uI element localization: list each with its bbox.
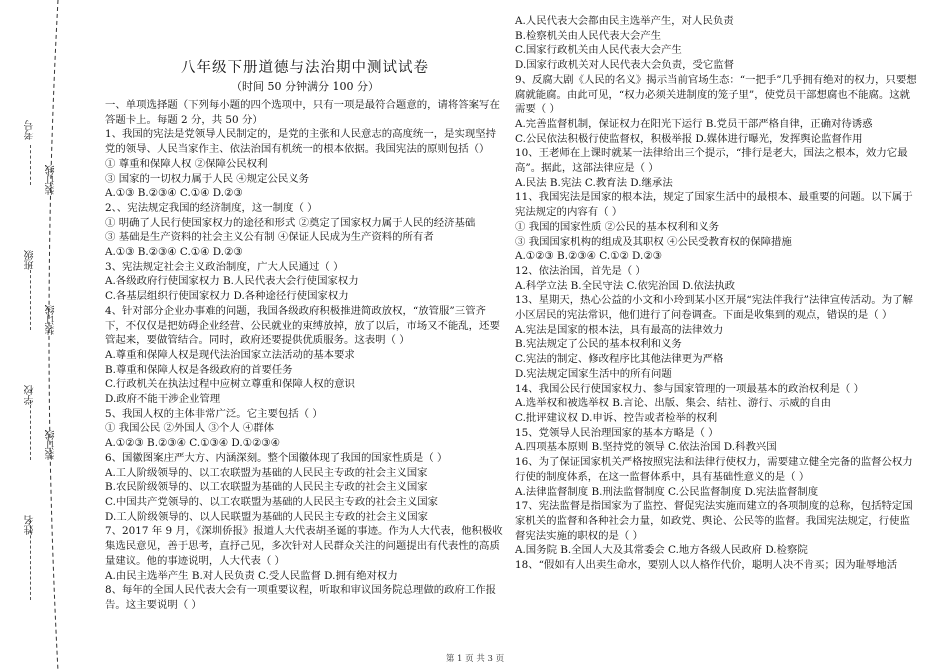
left-column [105, 0, 505, 613]
question-line: ① 我国公民 ②外国人 ③个人 ④群体 [105, 422, 275, 435]
question-line: D.政府不能干涉企业管理 [105, 393, 221, 406]
school-label: 学校 [25, 385, 36, 405]
question-line: ③ 基础是生产资料的社会主义公有制 ④保证人民成为生产资料的所有者 [105, 231, 434, 244]
class-underline [30, 270, 31, 330]
question-line: A.科学立法 B.全民守法 C.依宪治国 D.依法执政 [515, 279, 736, 292]
question-line: 3、宪法规定社会主义政治制度，广大人民通过（ ） [105, 260, 344, 273]
question-line: A.选举权和被选举权 B.言论、出版、集会、结社、游行、示威的自由 [515, 397, 831, 410]
question-line: B.尊重和保障人权是各级政府的首要任务 [105, 363, 293, 376]
binding-margin [0, 0, 100, 671]
question-line: 12、依法治国，首先是（ ） [515, 264, 646, 277]
question-line: 13、星期天，热心公益的小文和小玲到某小区开展“宪法伴我行”法律宣传活动。为了解小区居民的宪法常识，他们进行了问卷调查。下面是收集到的观点，错误的是（ ） [515, 294, 913, 322]
question-line: ① 明确了人民行使国家权力的途径和形式 ②奠定了国家权力属于人民的经济基础 [105, 216, 476, 229]
question-line: C.行政机关在执法过程中应树立尊重和保障人权的意识 [105, 378, 355, 391]
question-line: A.法律监督制度 B.刑法监督制度 C.公民监督制度 D.宪法监督制度 [515, 485, 819, 498]
question-line: 15、党领导人民治理国家的基本方略是（ ） [515, 426, 719, 439]
question-line: 14、我国公民行使国家权力、参与国家管理的一项最基本的政治权利是（ ） [515, 382, 865, 395]
question-line: A.民法 B.宪法 C.教育法 D.继承法 [515, 176, 673, 189]
question-line: ③ 国家的一切权力属于人民 ④规定公民义务 [105, 172, 310, 185]
name-label: 姓名 [25, 515, 36, 535]
exam-no-label: 考号 [25, 120, 36, 140]
question-line: C.公民依法积极行使监督权，积极举报 D.媒体进行曝光，发挥舆论监督作用 [515, 132, 863, 145]
question-line: A.①③ B.②③④ C.①④ D.②③ [105, 246, 243, 259]
question-line: 5、我国人权的主体非常广泛。它主要包括（ ） [105, 407, 323, 420]
question-line: A.国务院 B.全国人大及其常委会 C.地方各级人民政府 D.检察院 [515, 544, 808, 557]
question-line: 9、反腐大剧《人民的名义》揭示当前官场生态：“一把手”几乎拥有绝对的权力，只要想腐就能腐。由此可见，“权力必须关进制度的笼子里”，使党员干部想腐也不能腐。这就需要（ ） [515, 73, 917, 116]
question-line: C.各基层组织行使国家权力 D.各种途径行使国家权力 [105, 290, 349, 303]
question-line: 1、我国的宪法是党领导人民制定的，是党的主张和人民意志的高度统一，是实现坚持党的领导、人民当家作主、依法治国有机统一的根本依据。我国宪法的原则包括（） [105, 128, 497, 156]
question-line: A.四项基本原则 B.坚持党的领导 C.依法治国 D.科教兴国 [515, 441, 777, 454]
question-line: 2、、宪法规定我国的经济制度，这一制度（ ） [105, 201, 318, 214]
seal-line-label-2: 装订线 [46, 305, 57, 335]
question-line: 11、我国宪法是国家的根本法，规定了国家生活中的最根本、最重要的问题。以下属于宪法规定的内容有（ ） [515, 191, 913, 219]
question-line: A.人民代表大会都由民主选举产生，对人民负责 [515, 15, 734, 27]
question-line: B.宪法规定了公民的基本权利和义务 [515, 338, 682, 351]
question-line: A.①②③ B.②③④ C.①② D.②③ [515, 250, 662, 263]
question-line: A.①②③ B.②③④ C.①③④ D.①②③④ [105, 437, 280, 450]
question-line: 18、“假如有人出卖生命水，要别人以人格作代价，聪明人决不肯买；因为耻辱地活 [515, 559, 898, 572]
question-line: B.检察机关由人民代表大会产生 [515, 29, 662, 42]
question-line: C.宪法的制定、修改程序比其他法律更为严格 [515, 353, 724, 366]
question-line: A.宪法是国家的根本法，具有最高的法律效力 [515, 323, 724, 336]
right-column [515, 14, 920, 573]
question-line: ① 尊重和保障人权 ②保障公民权利 [105, 157, 268, 170]
exam-subtitle: （时间 50 分钟满分 100 分） [231, 80, 379, 93]
seal-line-label-3: 装订线 [46, 430, 57, 460]
question-line: ① 我国的国家性质 ②公民的基本权利和义务 [515, 220, 720, 233]
question-line: A.①③ B.②③④ C.①④ D.②③ [105, 187, 243, 200]
question-line: D.国家行政机关对人民代表大会负责，受它监督 [515, 59, 735, 72]
question-line: B.农民阶级领导的、以工农联盟为基础的人民民主专政的社会主义国家 [105, 481, 428, 494]
question-line: 7、2017 年 9 月，《深圳侨报》报道人大代表胡圣诞的事迹。作为人大代表，他积极收集选民意见，善于思考，直抒己见，多次针对人民群众关注的问题提出有代表性的高质量建议。他的事迹说明，人大代表（ ） [105, 525, 503, 567]
question-line: D.宪法规定国家生活中的所有问题 [515, 367, 672, 380]
question-line: 17、宪法监督是指国家为了监控、督促宪法实施而建立的各项制度的总称，包括特定国家机关的监督和各种社会力量，如政党、舆论、公民等的监督。我国宪法规定，行使监督宪法实施的职权的是（ ） [515, 500, 913, 542]
question-line: A.完善监督机制，保证权力在阳光下运行 B.党员干部严格自律，正确对待诱惑 [515, 117, 873, 130]
question-line: C.中国共产党领导的、以工农联盟为基础的人民民主专政的社会主义国家 [105, 495, 438, 508]
question-line: C.批评建议权 D.申诉、控告或者检举的权利 [515, 411, 718, 424]
question-line: 6、国徽图案庄严大方、内涵深刻。整个国徽体现了我国的国家性质是（ ） [105, 451, 448, 464]
binding-curve [0, 0, 100, 671]
question-line: 4、针对部分企业办事难的问题，我国各级政府积极推进简政放权，“放管服”三管齐下，不仅仅是把妨碍企业经营、公民就业的束缚放掉，放了以后，市场又不能乱，还要管起来，要做管结合。同时，政府还要提供优质服务。这表明（ ） [105, 304, 500, 347]
class-label: 班级 [25, 250, 36, 270]
question-line: 16、为了保证国家机关严格按照宪法和法律行使权力，需要建立健全完备的监督公权力行使的制度体系，在这一监督体系中，具有基础性意义的是（ ） [515, 456, 913, 483]
question-line: ③ 我国国家机构的组成及其职权 ④公民受教育权的保障措施 [515, 235, 792, 248]
question-line: 8、每年的全国人民代表大会有一项重要议程，听取和审议国务院总理做的政府工作报告。这主要说明（ ） [105, 584, 497, 611]
exam-title: 八年级下册道德与法治期中测试试卷 [181, 60, 429, 76]
school-underline [30, 400, 31, 460]
question-line: A.工人阶级领导的、以工农联盟为基础的人民民主专政的社会主义国家 [105, 466, 428, 479]
question-line: C.国家行政机关由人民代表大会产生 [515, 44, 682, 57]
right-question-list [515, 14, 920, 573]
exam-no-underline [30, 145, 31, 185]
question-line: 一、单项选择题（下列每小题的四个选项中，只有一项是最符合题意的，请将答案写在答题卡上。每题 2 分，共 50 分） [105, 99, 500, 126]
seal-line-label-1: 装订线 [46, 165, 57, 195]
question-line: A.由民主选举产生 B.对人民负责 C.受人民监督 D.拥有绝对权力 [105, 569, 398, 582]
left-question-list [105, 98, 505, 613]
question-line: D.工人阶级领导的、以人民联盟为基础的人民民主专政的社会主义国家 [105, 510, 428, 523]
page-footer: 第 1 页 共 3 页 [445, 654, 505, 664]
question-line: A.各级政府行使国家权力 B.人民代表大会行使国家权力 [105, 275, 359, 288]
question-line: 10、王老师在上课时就某一法律给出三个提示，“排行是老大，国法之根本，效力它最高”。据此，这部法律应是（ ） [515, 147, 908, 175]
question-line: A.尊重和保障人权是现代法治国家立法活动的基本要求 [105, 348, 355, 361]
